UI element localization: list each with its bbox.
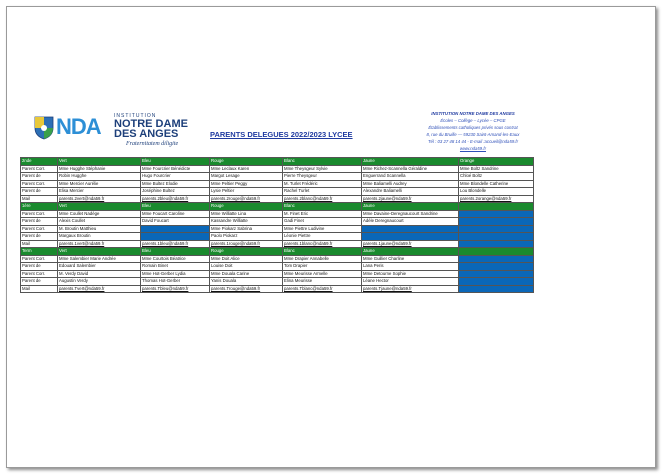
email-link[interactable]: parents.2orange@nda59.fr — [459, 195, 534, 203]
row-label-cell: Mail — [21, 240, 58, 248]
table-row — [21, 270, 534, 278]
table-cell: M. Verdy David — [58, 270, 141, 278]
email-link[interactable]: parents.1vert@nda59.fr — [58, 240, 141, 248]
table-cell — [459, 218, 534, 226]
table-row — [21, 233, 534, 241]
class-level-cell: 1ère — [21, 203, 58, 211]
column-header-cell: Rouge — [210, 203, 283, 211]
table-cell — [459, 225, 534, 233]
table-cell: Lana Peris — [362, 263, 459, 271]
email-link[interactable]: parents.Trouge@nda59.fr — [210, 285, 283, 293]
table-section-header — [21, 248, 534, 256]
table-cell: Mme Hot-Gerber Lydia — [141, 270, 210, 278]
table-row — [21, 263, 534, 271]
column-header-cell: Rouge — [210, 158, 283, 166]
delegates-table — [20, 157, 534, 293]
table-cell: Mme Blondelle Catherine — [459, 180, 534, 188]
table-cell: Mme Davaine-Deregnaucourt Sandrine — [362, 210, 459, 218]
table-cell: Lou Blondelle — [459, 188, 534, 196]
column-header-cell: Jaune — [362, 158, 459, 166]
email-link[interactable]: parents.Tbleu@nda59.fr — [141, 285, 210, 293]
table-cell: David Foucart — [141, 218, 210, 226]
column-header-cell: Orange — [459, 158, 534, 166]
row-label-cell: Parent Corr. — [21, 165, 58, 173]
table-cell: Mme Doit Alice — [210, 255, 283, 263]
table-cell: Kassandre Williatte — [210, 218, 283, 226]
table-cell: Mme Detourne Sophie — [362, 270, 459, 278]
table-section-header — [21, 203, 534, 211]
email-link[interactable]: parents.2jaune@nda59.fr — [362, 195, 459, 203]
table-cell: Yanis Douala — [210, 278, 283, 286]
column-header-cell: Blanc — [283, 203, 362, 211]
class-level-cell: Term — [21, 248, 58, 256]
table-cell — [459, 270, 534, 278]
table-cell: Rachel Turlet — [283, 188, 362, 196]
coat-of-arms-icon — [34, 116, 54, 140]
table-cell: Mme Piokarz Sabrina — [210, 225, 283, 233]
table-cell: Mme Mercier Aurélie — [58, 180, 141, 188]
table-cell — [459, 233, 534, 241]
table-cell: Mme Baliamelli Audrey — [362, 180, 459, 188]
column-header-cell: Blanc — [283, 248, 362, 256]
email-link[interactable]: parents.2vert@nda59.fr — [58, 195, 141, 203]
table-cell: Alexis Coullet — [58, 218, 141, 226]
table-cell — [459, 278, 534, 286]
table-row — [21, 173, 534, 181]
table-cell: Adèle Deregnaucourt — [362, 218, 459, 226]
row-label-cell: Parent de — [21, 263, 58, 271]
row-label-cell: Parent de — [21, 173, 58, 181]
table-row — [21, 210, 534, 218]
contact-website-link[interactable]: www.nda59.fr — [459, 146, 487, 151]
table-cell: Mme Theysgeur Sylvie — [283, 165, 362, 173]
table-row — [21, 225, 534, 233]
table-row — [21, 188, 534, 196]
table-cell: Mme Douala Carine — [210, 270, 283, 278]
table-cell: Enguerrand Scannella — [362, 173, 459, 181]
email-link[interactable]: parents.Tblanc@nda59.fr — [283, 285, 362, 293]
table-cell — [459, 263, 534, 271]
table-cell: Edouard Salembier — [58, 263, 141, 271]
email-link[interactable]: parents.2blanc@nda59.fr — [283, 195, 362, 203]
email-link[interactable]: parents.2rouge@nda59.fr — [210, 195, 283, 203]
table-cell: Mme Leclaux Karen — [210, 165, 283, 173]
table-cell: Elisa Mercier — [58, 188, 141, 196]
table-cell: Mme Hugghe Stéphanie — [58, 165, 141, 173]
column-header-cell: Bleu — [141, 248, 210, 256]
contact-address: 8, rue du Bruille — 59230 Saint-Amand-les-Eaux — [426, 132, 520, 137]
table-cell: Margaux Broutin — [58, 233, 141, 241]
table-row — [21, 218, 534, 226]
table-cell: Mme Foucart Caroline — [141, 210, 210, 218]
table-cell — [362, 233, 459, 241]
email-link[interactable]: parents.1blanc@nda59.fr — [283, 240, 362, 248]
logo-motto: Fraternitatem diligite — [126, 141, 179, 147]
column-header-cell: Vert — [58, 203, 141, 211]
contact-line1: Écoles – Collège – Lycée – CPGE — [440, 118, 506, 123]
row-label-cell: Mail — [21, 195, 58, 203]
table-cell: Joséphine Bultez — [141, 188, 210, 196]
page-title: PARENTS DELEGUES 2022/2023 LYCEE — [210, 130, 353, 139]
table-section-header — [21, 158, 534, 166]
row-label-cell: Parent Corr. — [21, 180, 58, 188]
row-label-cell: Parent de — [21, 188, 58, 196]
table-row — [21, 180, 534, 188]
table-cell: M. Turlet Frédéric — [283, 180, 362, 188]
logo-initials: NDA — [56, 114, 101, 139]
email-link[interactable]: parents.1rouge@nda59.fr — [210, 240, 283, 248]
table-row — [21, 195, 534, 203]
table-cell: Mme Guillier Charline — [362, 255, 459, 263]
class-level-cell: 2nde — [21, 158, 58, 166]
table-cell: Margot Lesage — [210, 173, 283, 181]
column-header-cell: Jaune — [362, 203, 459, 211]
table-cell: Mme Meurisse Armelle — [283, 270, 362, 278]
contact-line2: Établissements catholiques privés sous contrat — [428, 125, 518, 130]
column-header-cell: Blanc — [283, 158, 362, 166]
logo-name: NOTRE DAME DES ANGES — [114, 118, 188, 140]
column-header-cell: Rouge — [210, 248, 283, 256]
table-cell: Gadi Finet — [283, 218, 362, 226]
table-cell: Robin Hugghe — [58, 173, 141, 181]
column-header-cell: Vert — [58, 248, 141, 256]
table-cell: Hugo Fourcrier — [141, 173, 210, 181]
row-label-cell: Parent de — [21, 233, 58, 241]
contact-name: INSTITUTION NOTRE DAME DES ANGES — [431, 111, 515, 116]
email-link[interactable]: parents.2bleu@nda59.fr — [141, 195, 210, 203]
table-cell: Mme Salembier Marie Andrée — [58, 255, 141, 263]
row-label-cell: Parent de — [21, 218, 58, 226]
row-label-cell: Parent Corr. — [21, 255, 58, 263]
logo-small-text: INSTITUTION — [114, 113, 157, 119]
table-cell: Mme Drapier Annabelle — [283, 255, 362, 263]
table-cell — [459, 255, 534, 263]
email-link[interactable]: parents.1jaune@nda59.fr — [362, 240, 459, 248]
table-cell — [362, 225, 459, 233]
table-cell: Tom Drapier — [283, 263, 362, 271]
column-header-cell: Vert — [58, 158, 141, 166]
table-cell: Paolo Piokarz — [210, 233, 283, 241]
email-link[interactable]: parents.Tjaune@nda59.fr — [362, 285, 459, 293]
table-cell: M. Finet Eric — [283, 210, 362, 218]
table-cell: Augustin Verdy — [58, 278, 141, 286]
contact-block — [400, 110, 546, 152]
table-cell: M. Broutin Matthieu — [58, 225, 141, 233]
school-logo — [34, 113, 194, 149]
table-cell: Mme Bultez Elodie — [141, 180, 210, 188]
table-cell: Thomas Hot-Gerber — [141, 278, 210, 286]
table-cell — [459, 210, 534, 218]
table-cell: Léane Hector — [362, 278, 459, 286]
table-row — [21, 278, 534, 286]
table-cell: Lysie Peltier — [210, 188, 283, 196]
column-header-cell — [459, 248, 534, 256]
row-label-cell: Mail — [21, 285, 58, 293]
table-cell: Léonie Piettre — [283, 233, 362, 241]
table-cell: Mme Peltier Peggy — [210, 180, 283, 188]
email-link[interactable]: parents.Tvert@nda59.fr — [58, 285, 141, 293]
table-cell: Mme Williatte Lina — [210, 210, 283, 218]
table-cell — [141, 225, 210, 233]
row-label-cell: Parent Corr. — [21, 225, 58, 233]
table-cell: Elina Meurisse — [283, 278, 362, 286]
table-cell: Pierre Theysgeur — [283, 173, 362, 181]
table-cell: Mme Coullet Nadège — [58, 210, 141, 218]
table-cell: Louise Doit — [210, 263, 283, 271]
table-cell: Mme Courtois Béatrice — [141, 255, 210, 263]
table-row — [21, 255, 534, 263]
table-cell: Romain Binet — [141, 263, 210, 271]
table-row — [21, 165, 534, 173]
table-cell: Chloé Boltz — [459, 173, 534, 181]
table-cell: Alexandre Baliamelli — [362, 188, 459, 196]
table-cell: Mme Richez-Scannella Géraldine — [362, 165, 459, 173]
table-cell — [459, 285, 534, 293]
table-cell: Mme Boltz Sandrine — [459, 165, 534, 173]
table-cell — [141, 233, 210, 241]
column-header-cell: Jaune — [362, 248, 459, 256]
table-row — [21, 285, 534, 293]
row-label-cell: Parent de — [21, 278, 58, 286]
contact-tel: Tél : 03 27 48 14 44 - E-mail :accueil@nda59.fr — [427, 139, 519, 144]
column-header-cell: Bleu — [141, 158, 210, 166]
table-cell: Mme Fourcrier Bénédicte — [141, 165, 210, 173]
column-header-cell: Bleu — [141, 203, 210, 211]
email-link[interactable]: parents.1bleu@nda59.fr — [141, 240, 210, 248]
table-cell: Mme Piettre Ludivine — [283, 225, 362, 233]
column-header-cell — [459, 203, 534, 211]
row-label-cell: Parent Corr. — [21, 210, 58, 218]
table-cell — [459, 240, 534, 248]
table-row — [21, 240, 534, 248]
row-label-cell: Parent Corr. — [21, 270, 58, 278]
